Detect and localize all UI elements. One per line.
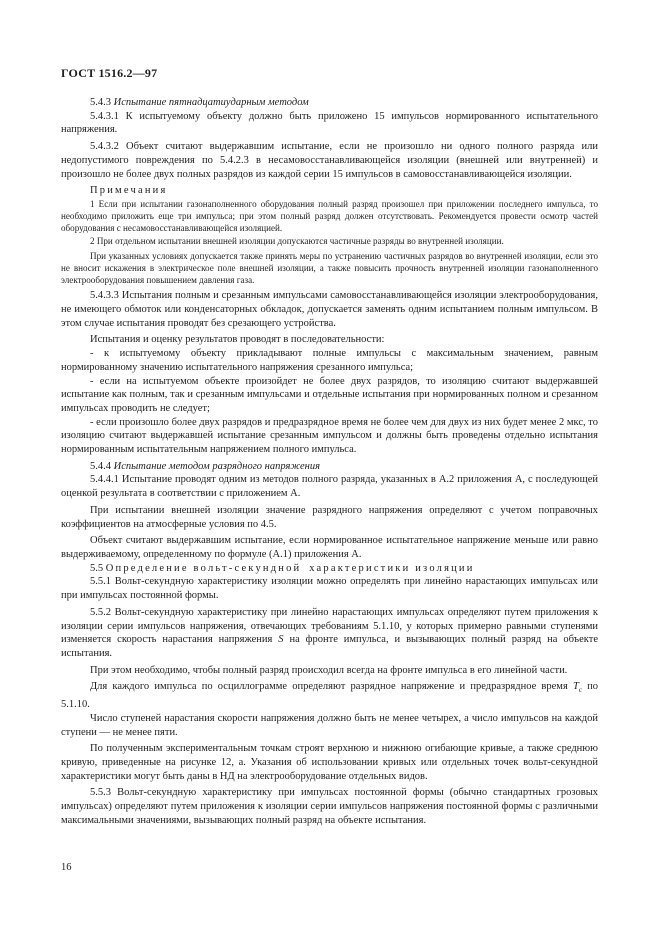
- symbol-t: T: [572, 681, 579, 693]
- section-number: 5.4.3: [90, 97, 114, 108]
- document-code-header: ГОСТ 1516.2—97: [61, 66, 158, 80]
- sequence-item-2: - если на испытуемом объекте произойдет не более двух разрядов, то изоляцию считают выдержавшей испытание как полным, так и срезанным импульсами и отдельные испытания при нормированных полном и срезанном импульсах проводить не следует;: [61, 375, 598, 414]
- symbol-s: S: [278, 634, 284, 646]
- paragraph-5-5-3: 5.5.3 Вольт-секундную характеристику при импульсах постоянной формы (обычно стандартных грозовых импульсах) определяют путем приложения к изоляции серии импульсов напряжения постоянной формы с различными максимальными значениями, вызывающих полный разряд на объекте испытания.: [61, 787, 598, 826]
- note-1: 1 Если при испытании газонаполненного оборудования полный разряд произошел при приложении последнего импульса, то необходимо приложить еще три импульса; при этом полный разряд должен отсутствовать. Рекомендуется провести осмотр частей оборудования с несамовосстанавливающейся изоляцией.: [61, 198, 598, 234]
- paragraph-5-4-3-1: 5.4.3.1 К испытуемому объекту должно быть приложено 15 импульсов нормированного испытательного напряжения.: [61, 110, 598, 136]
- section-title: Испытание пятнадцатиударным методом: [113, 97, 309, 108]
- section-title-part-2: характеристики изоляции: [309, 562, 475, 574]
- text-run: на фронте импульса, и вызывающих полный разряд на объекте испытания.: [61, 634, 598, 659]
- paragraph-external-insulation: При испытании внешней изоляции значение разрядного напряжения определяют с учетом поправочных коэффициентов на атмосферные условия по 4.5.: [61, 504, 598, 530]
- notes-heading: Примечания: [90, 185, 168, 197]
- sequence-item-1: - к испытуемому объекту прикладывают полные импульсы с максимальным значением, равным нормированному значению испытательного напряжения срезанного импульса;: [61, 348, 598, 373]
- section-5-5-heading: [61, 562, 598, 576]
- section-number: 5.4.4: [90, 460, 114, 472]
- paragraph-5-4-3-2: 5.4.3.2 Объект считают выдержавшим испытание, если не произошло ни одного полного разряда или недопустимого повреждения по 5.4.2.3 в несамовосстанавливающейся изоляции (внешней или внутренней) и произошло не более двух полных разрядов из каждой серии 15 импульсов в самовосстанавливающейся изоляции.: [61, 141, 598, 180]
- paragraph-curves: По полученным экспериментальным точкам строят верхнюю и нижнюю огибающие кривые, а также среднюю кривую, приведенные на рисунке 12, а. Указания об использовании кривых или отдельных точек вольт-секундной характеристики могут быть даны в НД на электрооборудование отдельных видов.: [61, 743, 598, 782]
- section-5-4-4-heading: [61, 460, 598, 474]
- text-run: по 5.1.10.: [61, 681, 599, 711]
- note-2-continuation: При указанных условиях допускается также принять меры по устранению частичных разрядов во внутренней изоляции, если это не вносит искажения в электрическое поле внешней изоляции, а также повысить прочность внутренней изоляции газонаполненного электрооборудования повышением давления газа.: [61, 250, 598, 286]
- text-run: Для каждого импульса по осциллограмме определяют разрядное напряжение и предразрядное время: [90, 681, 573, 693]
- paragraph-steps: Число ступеней нарастания скорости напряжения должно быть не менее четырех, а число импульсов на каждой ступени — не менее пяти.: [61, 712, 598, 738]
- sequence-intro: Испытания и оценку результатов проводят в последовательности:: [90, 334, 385, 346]
- page-number: 16: [61, 862, 72, 873]
- text-run: 5.5.2 Вольт-секундную характеристику при линейно нарастающих импульсах определяют путем приложения к изоляции серии импульсов напряжения, отвечающих требованиям 5.1.10, у которых примерно равными ступенями изменяется скорость нарастания напряжения: [61, 606, 598, 646]
- note-2: 2 При отдельном испытании внешней изоляции допускаются частичные разряды во внутренней изоляции.: [90, 235, 504, 246]
- section-number: 5.5: [90, 562, 106, 574]
- paragraph-5-4-3-3: 5.4.3.3 Испытания полным и срезанным импульсами самовосстанавливающейся изоляции электрооборудования, не имеющего обмоток или конденсаторных обкладок, допускается заменять одним испытанием полным импульсом. В этом случае испытания проводят без срезающего устройства.: [61, 290, 598, 329]
- document-body: [61, 96, 598, 827]
- paragraph-pre-discharge-time: [61, 680, 598, 712]
- section-5-4-3-heading: [61, 96, 598, 110]
- symbol-subscript: c: [578, 686, 582, 695]
- section-title-part-1: Определение вольт-секундной: [105, 562, 302, 574]
- paragraph-5-5-2: [61, 606, 598, 661]
- paragraph-front: При этом необходимо, чтобы полный разряд происходил всегда на фронте импульса в его линейной части.: [90, 664, 568, 676]
- sequence-item-3: - если произошло более двух разрядов и предразрядное время не более чем для двух из них будет менее 2 мкс, то изоляцию считают выдержавшей испытание срезанным импульсом и должны быть проведены отдельно испытания нормированным испытательным напряжением полного импульса.: [61, 416, 598, 456]
- paragraph-withstand: Объект считают выдержавшим испытание, если нормированное испытательное напряжение меньше или равно выдерживаемому, определенному по формуле (А.1) приложения А.: [61, 535, 598, 560]
- paragraph-5-4-4-1: 5.4.4.1 Испытание проводят одним из методов полного разряда, указанных в А.2 приложения А, с последующей оценкой результата в соответствии с приложением А.: [61, 474, 598, 500]
- section-title: Испытание методом разрядного напряжения: [113, 460, 321, 472]
- paragraph-5-5-1: 5.5.1 Вольт-секундную характеристику изоляции можно определять при линейно нарастающих импульсах или при импульсах постоянной формы.: [61, 576, 598, 602]
